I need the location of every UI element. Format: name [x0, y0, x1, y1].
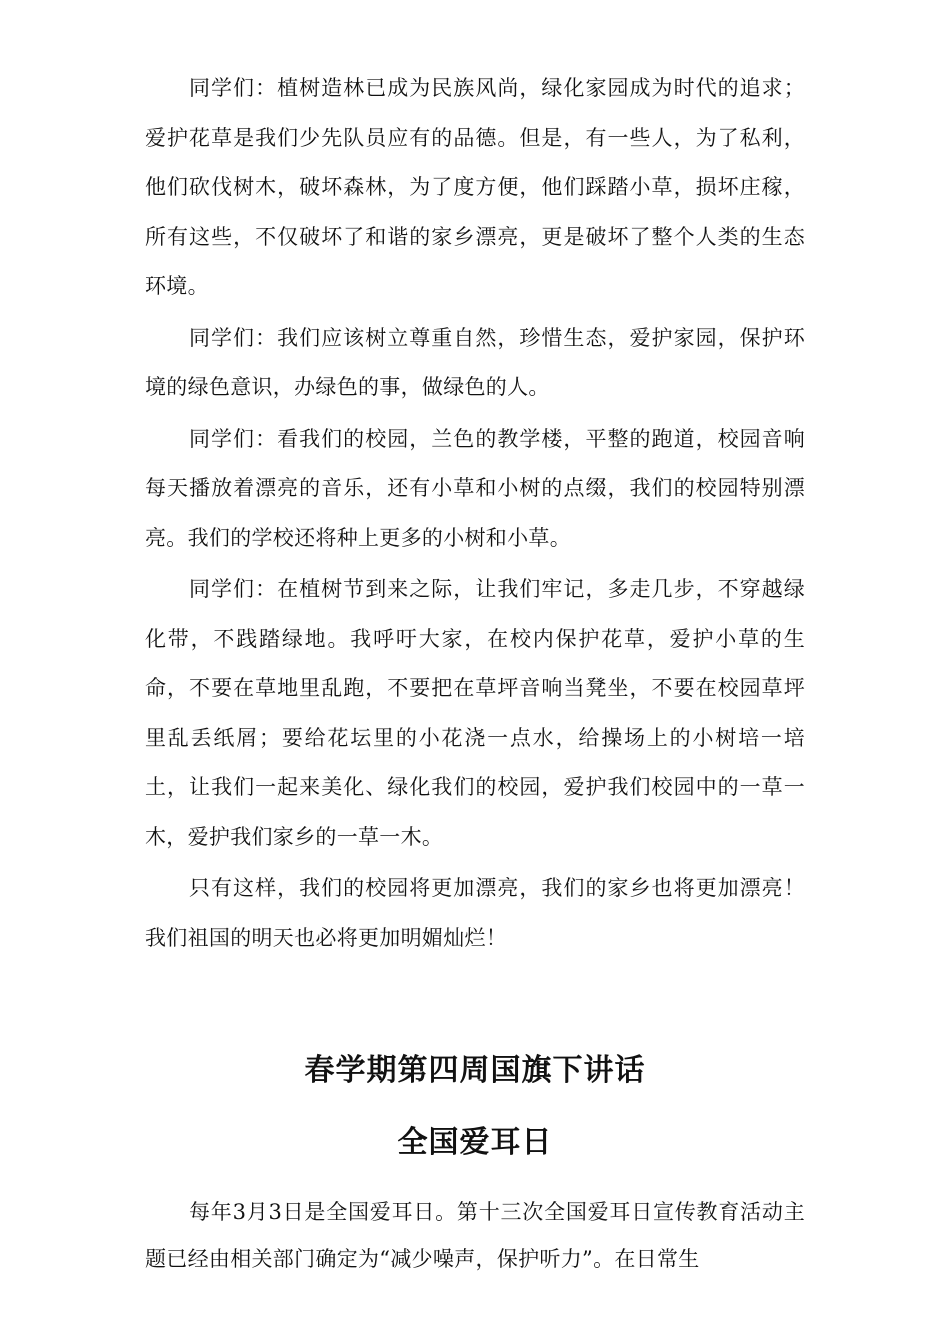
body-paragraph: 只有这样，我们的校园将更加漂亮，我们的家乡也将更加漂亮！我们祖国的明天也必将更加明媚灿烂！	[145, 876, 805, 950]
section-spacer	[145, 965, 805, 1035]
body-paragraph: 同学们：我们应该树立尊重自然，珍惜生态，爱护家园，保护环境的绿色意识，办绿色的事，做绿色的人。	[145, 325, 805, 399]
body-paragraph: 同学们：在植树节到来之际，让我们牢记，多走几步，不穿越绿化带，不践踏绿地。我呼吁大家，在校内保护花草，爱护小草的生命，不要在草地里乱跑，不要把在草坪音响当凳坐，不要在校园草坪里乱丢纸屑；要给花坛里的小花浇一点水，给操场上的小树培一培土，让我们一起来美化、绿化我们的校园，爱护我们校园中的一草一木，爱护我们家乡的一草一木。	[145, 577, 805, 849]
body-paragraph: 同学们：植树造林已成为民族风尚，绿化家园成为时代的追求；爱护花草是我们少先队员应有的品德。但是，有一些人，为了私利，他们砍伐树木，破坏森林，为了度方便，他们踩踏小草，损坏庄稼，所有这些，不仅破坏了和谐的家乡漂亮，更是破坏了整个人类的生态环境。	[145, 76, 805, 298]
body-paragraph: 同学们：看我们的校园，兰色的教学楼，平整的跑道，校园音响每天播放着漂亮的音乐，还有小草和小树的点缀，我们的校园特别漂亮。我们的学校还将种上更多的小树和小草。	[145, 426, 805, 550]
speech-title: 春学期第四周国旗下讲话	[304, 1053, 646, 1088]
speech-subtitle: 全国爱耳日	[397, 1125, 553, 1160]
body-paragraph: 每年3月3日是全国爱耳日。第十三次全国爱耳日宣传教育活动主题已经由相关部门确定为“减少噪声，保护听力”。在日常生	[145, 1200, 805, 1271]
